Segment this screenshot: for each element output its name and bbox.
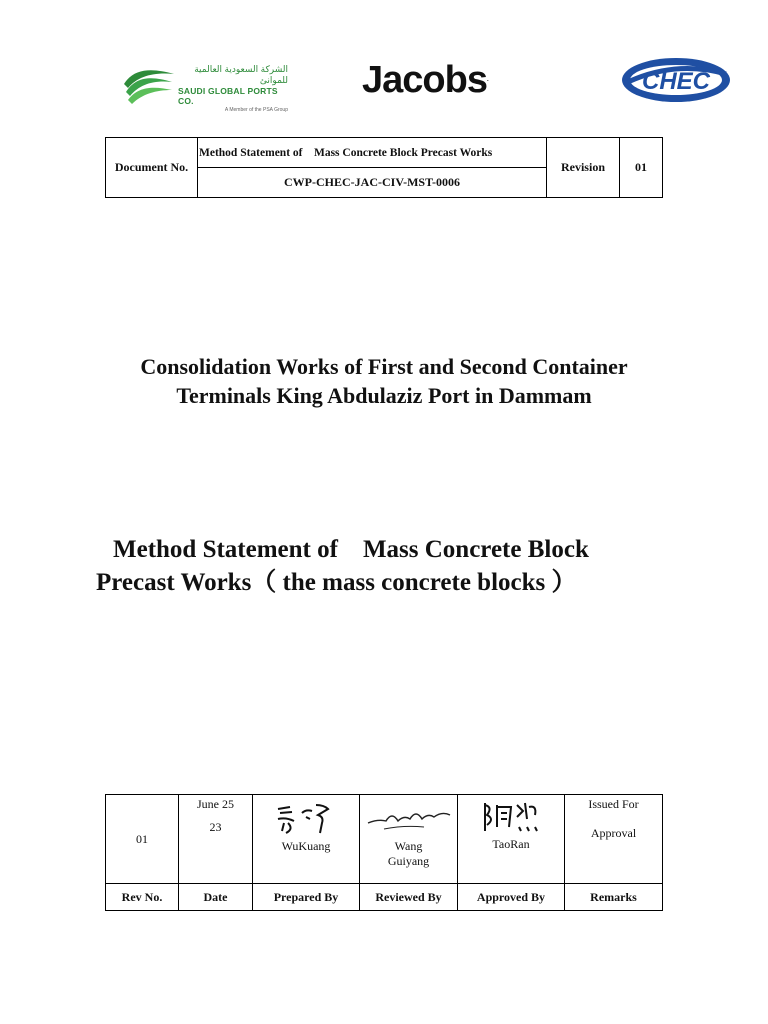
document-title-cell: Method Statement of Mass Concrete Block Precast Works	[198, 138, 547, 168]
sgp-wordmark	[178, 64, 288, 114]
chec-logo	[620, 56, 732, 104]
jacobs-wordmark: Jacobs	[362, 59, 487, 101]
jacobs-dot: .	[486, 77, 489, 83]
remarks-header: Remarks	[565, 884, 663, 911]
saudi-global-ports-logo	[122, 62, 288, 113]
revision-label: Revision	[547, 138, 620, 198]
project-title-line2: Terminals King Abdulaziz Port in Dammam	[176, 383, 592, 408]
document-header-table	[105, 137, 663, 198]
chec-emblem-icon	[620, 56, 732, 104]
rev-no-value: 01	[106, 795, 179, 884]
document-title-line2: Precast Works（ the mass concrete blocks ）	[96, 569, 577, 596]
logo-row	[0, 54, 768, 114]
date-header: Date	[179, 884, 253, 911]
reviewed-by-name-line2: Guiyang	[387, 854, 430, 868]
sgp-arabic-name: الشركة السعودية العالمية للموانئ	[194, 64, 288, 85]
document-title-line1: Method Statement of Mass Concrete Block	[113, 536, 589, 563]
prepared-by-name: WuKuang	[281, 839, 331, 853]
reviewed-by-name-line1: Wang	[394, 839, 423, 853]
approved-by-name: TaoRan	[492, 837, 530, 851]
document-title	[96, 533, 696, 599]
approved-by-header: Approved By	[458, 884, 565, 911]
jacobs-logo	[362, 58, 489, 102]
approval-table	[105, 794, 663, 911]
approved-by-signature-icon	[471, 797, 551, 837]
document-code-cell: CWP-CHEC-JAC-CIV-MST-0006	[198, 168, 547, 198]
prepared-by-cell	[253, 795, 360, 884]
sgp-tagline: A Member of the PSA Group	[224, 107, 288, 113]
prepared-by-header: Prepared By	[253, 884, 360, 911]
project-title	[0, 352, 768, 410]
reviewed-by-cell	[360, 795, 458, 884]
date-value: June 25 23	[179, 795, 253, 884]
reviewed-by-signature-icon	[364, 799, 454, 839]
revision-value: 01	[620, 138, 663, 198]
approved-by-cell	[458, 795, 565, 884]
reviewed-by-header: Reviewed By	[360, 884, 458, 911]
wave-icon	[122, 62, 176, 106]
remarks-cell: Issued For Approval	[565, 795, 663, 884]
project-title-line1: Consolidation Works of First and Second Container	[140, 354, 628, 379]
document-no-label: Document No.	[106, 138, 198, 198]
rev-no-header: Rev No.	[106, 884, 179, 911]
prepared-by-signature-icon	[266, 799, 346, 839]
sgp-english-name: SAUDI GLOBAL PORTS CO.	[178, 86, 278, 106]
chec-wordmark: CHEC	[641, 68, 711, 95]
